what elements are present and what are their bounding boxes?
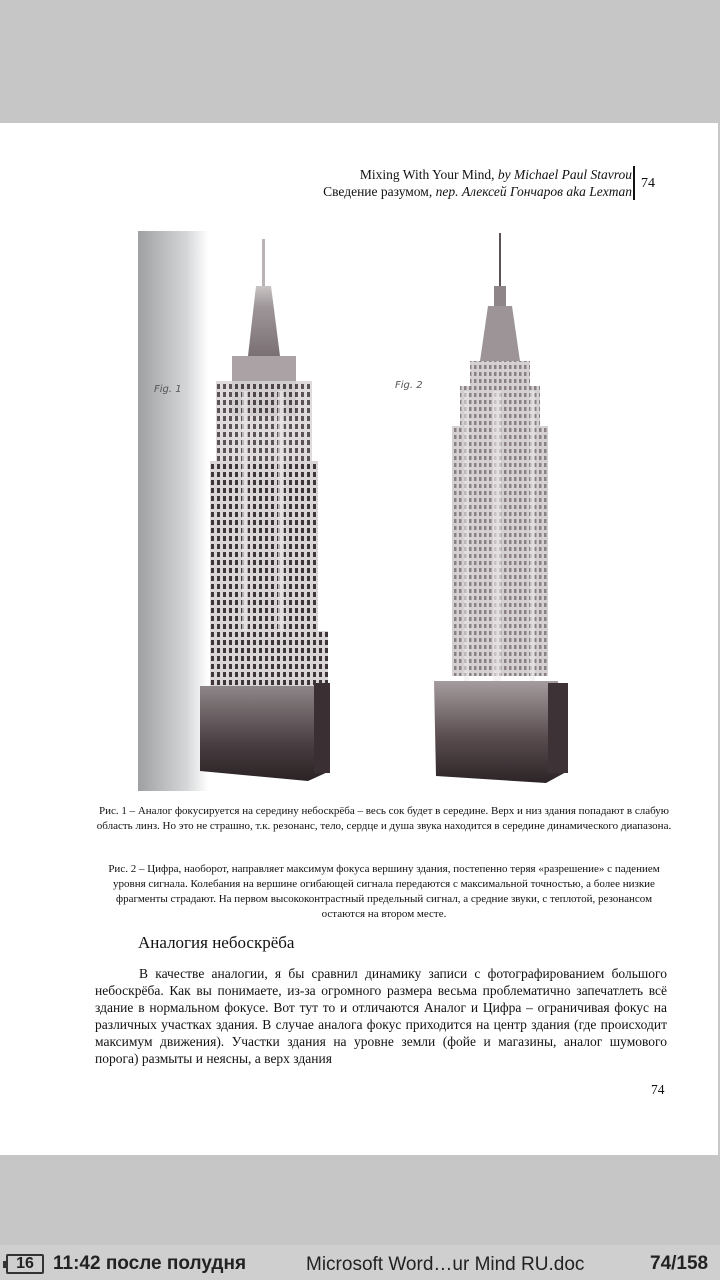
- building-analog: [200, 239, 330, 781]
- header-page-number: 74: [641, 176, 655, 191]
- skyscraper-figure: [138, 231, 578, 791]
- fig2-label: Fig. 2: [395, 380, 423, 391]
- page-counter[interactable]: 74/158: [650, 1253, 709, 1274]
- body-paragraph: В качестве аналогии, я бы сравнил динамику записи с фотографированием большого небоскрёба. Как вы понимаете, из-за огромного размера весьма проблематично запечатлеть всё здание в нормальном фокусе. Вот тут то и отличаются Аналог и Цифра – ограничивая фокус на различных участках здания. В случае аналога фокус приходится на центр здания (где происходит максимум движения). Участки здания на уровне земли (фойе и магазины, аналог шумового порога) размыты и неясны, а верх здания: [95, 966, 667, 1066]
- viewer-top-area: [0, 0, 720, 123]
- reader-status-bar: [0, 1245, 720, 1280]
- document-name: Microsoft Word…ur Mind RU.doc: [306, 1254, 585, 1275]
- battery-icon: 16: [6, 1254, 44, 1274]
- caption-fig2: Рис. 2 – Цифра, наоборот, направляет максимум фокуса вершину здания, постепенно теряя «разрешение» с падением уровня сигнала. Колебания на вершине огибающей сигнала передаются с максимальной точностью, а более низкие фрагменты страдают. На первом высококонтрастный предельный сигнал, а средние звуки, с теплотой, резонансом остаются на втором месте.: [108, 863, 660, 920]
- section-heading: Аналогия небоскрёба: [138, 933, 295, 952]
- viewer-bottom-area: [0, 1155, 720, 1245]
- skyscraper-illustration: [138, 231, 578, 791]
- header-line-russian: Сведение разумом, пер. Алексей Гончаров aka Lexman: [323, 184, 632, 199]
- page-number: 74: [651, 1082, 665, 1097]
- caption-fig1: Рис. 1 – Аналог фокусируется на середину небоскрёба – весь сок будет в середине. Верх и низ здания попадают в слабую область линз. Но это не страшно, т.к. резонанс, тело, сердце и душа звука находится в середине динамического диапазона.: [96, 805, 672, 832]
- building-digital: [434, 233, 568, 783]
- header-divider: [633, 166, 635, 200]
- header-line-english: Mixing With Your Mind, by Michael Paul Stavrou: [359, 167, 632, 182]
- clock-text: 11:42 после полудня: [53, 1253, 247, 1274]
- fig1-label: Fig. 1: [154, 384, 182, 395]
- running-header: [323, 166, 632, 200]
